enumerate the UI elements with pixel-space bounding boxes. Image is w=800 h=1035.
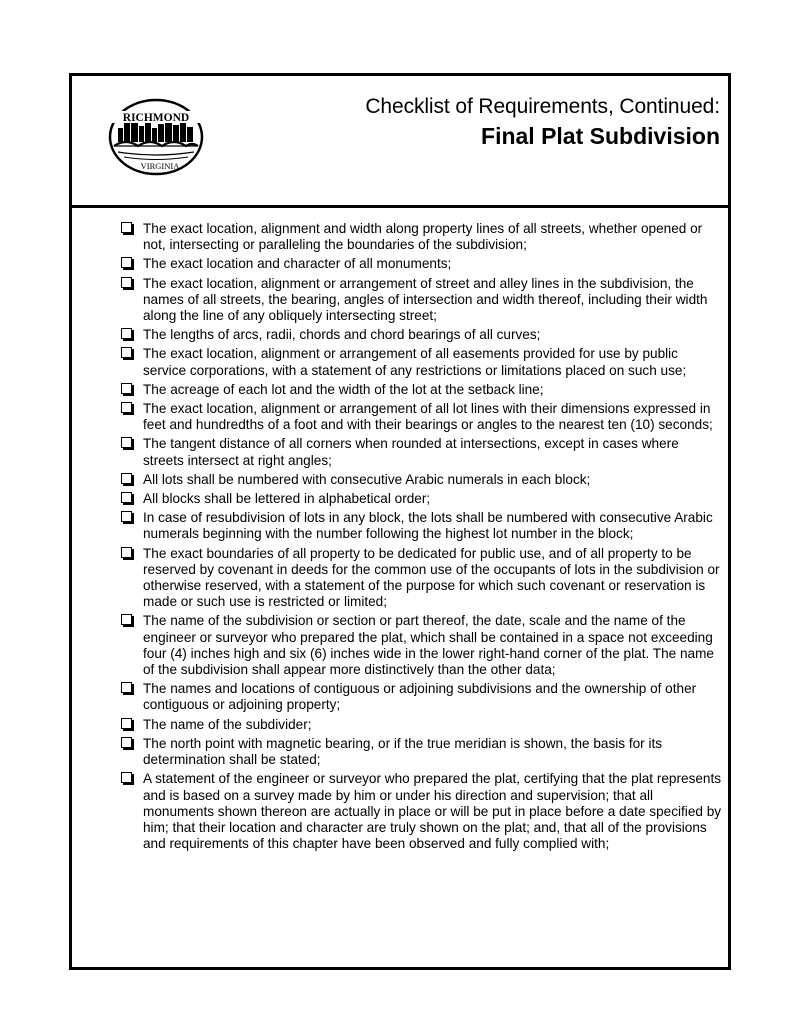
checkbox-icon[interactable]: [121, 473, 132, 484]
item-text: The acreage of each lot and the width of the lot at the setback line;: [143, 381, 544, 397]
checklist-item: [120, 510, 722, 542]
item-text: The tangent distance of all corners when rounded at intersections, except in cases where streets intersect at right angles;: [143, 436, 679, 468]
page-title: Final Plat Subdivision: [481, 123, 720, 149]
item-text: All blocks shall be lettered in alphabetical order;: [143, 491, 431, 507]
checkbox-icon[interactable]: [121, 277, 132, 288]
checklist-item: [120, 276, 722, 325]
item-text: The exact location, alignment or arrangement of all easements provided for use by public service corporations, with a statement of any restrictions or limitations placed on such use;: [143, 346, 687, 378]
checkbox-icon[interactable]: [121, 257, 132, 268]
checklist-item: [120, 327, 722, 343]
checklist-item: [120, 771, 722, 852]
checkbox-icon[interactable]: [121, 437, 132, 448]
page-header: [72, 76, 728, 208]
item-text: The names and locations of contiguous or adjoining subdivisions and the ownership of other contiguous or adjoining property;: [143, 681, 697, 713]
checkbox-icon[interactable]: [121, 682, 132, 693]
checkbox-icon[interactable]: [121, 614, 132, 625]
item-text: The lengths of arcs, radii, chords and chord bearings of all curves;: [143, 327, 541, 343]
checklist-item: [120, 546, 722, 611]
checkbox-icon[interactable]: [121, 492, 132, 503]
checklist-item: [120, 346, 722, 378]
city-of-richmond-seal: [108, 98, 204, 176]
checklist-item: [120, 491, 722, 507]
checklist-item: [120, 717, 722, 733]
checkbox-icon[interactable]: [121, 737, 132, 748]
checklist-item: [120, 613, 722, 678]
item-text: The exact location, alignment or arrangement of street and alley lines in the subdivision, the names of all streets, the bearing, angles of intersection and width thereof, including their width along the line of any obliquely intersecting street;: [143, 275, 708, 324]
seal-top-text: RICHMOND: [122, 112, 190, 124]
checklist-item: [120, 736, 722, 768]
checklist-item: [120, 256, 722, 272]
checkbox-icon[interactable]: [121, 347, 132, 358]
page-frame: [69, 73, 731, 970]
checklist-item: [120, 681, 722, 713]
seal-bottom-text: VIRGINIA: [140, 161, 180, 171]
checklist-item: [120, 382, 722, 398]
checkbox-icon[interactable]: [121, 383, 132, 394]
item-text: The exact boundaries of all property to be dedicated for public use, and of all property to be reserved by covenant in deeds for the common use of the occupants of lots in the subdivision or otherwise reserved, with a statement of the purpose for which such covenant or reservation is made or such use is restricted or limited;: [143, 545, 720, 610]
item-text: All lots shall be numbered with consecutive Arabic numerals in each block;: [143, 471, 591, 487]
checkbox-icon[interactable]: [121, 718, 132, 729]
checklist-item: [120, 472, 722, 488]
item-text: The exact location, alignment and width along property lines of all streets, whether opened or not, intersecting or paralleling the boundaries of the subdivision;: [143, 221, 703, 253]
checklist-item: [120, 221, 722, 253]
checkbox-icon[interactable]: [121, 328, 132, 339]
item-text: The exact location, alignment or arrangement of all lot lines with their dimensions expressed in feet and hundredths of a foot and with their bearings or angles to the nearest ten (10) seconds;: [143, 401, 713, 433]
item-text: The exact location and character of all monuments;: [143, 256, 452, 272]
checklist-item: [120, 436, 722, 468]
checkbox-icon[interactable]: [121, 402, 132, 413]
item-text: A statement of the engineer or surveyor who prepared the plat, certifying that the plat represents and is based on a survey made by him or under his direction and supervision; that all monuments shown thereon are actually in place or will be put in place before a date specified by him; that their location and character are truly shown on the plat; and, that all of the provisions and requirements of this chapter have been observed and fully complied with;: [143, 771, 722, 852]
checklist-item: [120, 401, 722, 433]
item-text: In case of resubdivision of lots in any block, the lots shall be numbered with consecutive Arabic numerals beginning with the number following the highest lot number in the block;: [143, 510, 713, 542]
title-continued: Checklist of Requirements, Continued:: [365, 95, 720, 118]
checkbox-icon[interactable]: [121, 222, 132, 233]
checkbox-icon[interactable]: [121, 547, 132, 558]
item-text: The name of the subdivision or section or part thereof, the date, scale and the name of the engineer or surveyor who prepared the plat, which shall be contained in a space not exceeding four (4) inches high and six (6) inches wide in the lower right-hand corner of the plat. The name of the subdivision shall appear more distinctively than the other data;: [143, 613, 714, 678]
item-text: The north point with magnetic bearing, or if the true meridian is shown, the basis for its determination shall be stated;: [143, 735, 663, 768]
checkbox-icon[interactable]: [121, 511, 132, 522]
requirements-checklist: [120, 221, 722, 855]
checkbox-icon[interactable]: [121, 772, 132, 783]
item-text: The name of the subdivider;: [143, 716, 312, 732]
